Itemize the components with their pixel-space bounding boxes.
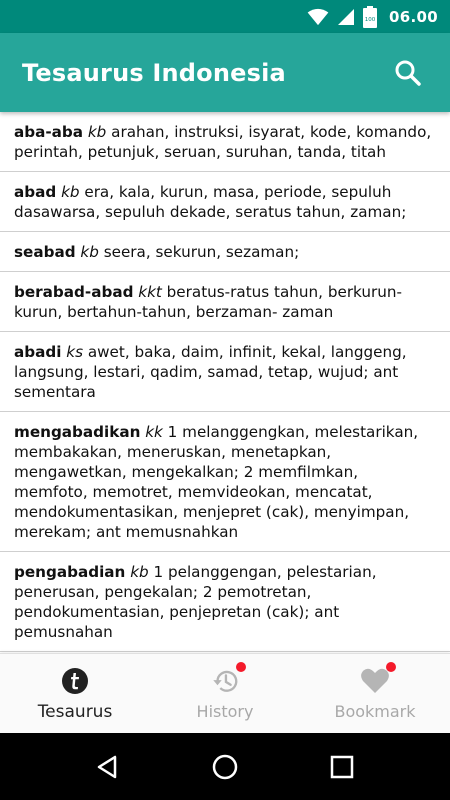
tesaurus-logo-icon	[61, 667, 89, 695]
entry-class: ks	[66, 343, 83, 361]
nav-label-history: History	[196, 702, 254, 721]
nav-tab-tesaurus[interactable]	[0, 654, 150, 733]
entry-synonyms: seera, sekurun, sezaman;	[103, 243, 300, 261]
nav-tab-bookmark[interactable]	[300, 654, 450, 733]
entry-class: kb	[87, 123, 107, 141]
search-button[interactable]	[388, 53, 428, 93]
list-item[interactable]	[0, 112, 450, 172]
system-navigation-bar	[0, 733, 450, 800]
list-item[interactable]	[0, 332, 450, 412]
entry-synonyms: 1 pelanggengan, pelestarian, penerusan, pengekalan; 2 pemotretan, pendokumentasian, penjepretan (cak); ant pemusnahan	[14, 563, 377, 641]
entry-word: aba-aba	[14, 123, 84, 141]
app-bar	[0, 33, 450, 112]
entry-synonyms: beratus-ratus tahun, berkurun-kurun, bertahun-tahun, berzaman- zaman	[14, 283, 402, 321]
nav-label-bookmark: Bookmark	[334, 702, 416, 721]
entry-synonyms: era, kala, kurun, masa, periode, sepuluh dasawarsa, sepuluh dekade, seratus tahun, zaman;	[14, 183, 407, 221]
nav-tab-history[interactable]	[150, 654, 300, 733]
entry-class: kb	[130, 563, 149, 581]
back-triangle-icon	[95, 754, 121, 780]
status-bar	[0, 0, 450, 33]
bookmark-notification-badge	[386, 662, 396, 672]
nav-label-tesaurus: Tesaurus	[37, 701, 113, 722]
bottom-navigation	[0, 653, 450, 733]
entry-list[interactable]	[0, 112, 450, 653]
history-notification-badge	[236, 662, 246, 672]
history-icon	[210, 666, 240, 696]
entry-word: berabad-abad	[14, 283, 134, 301]
entry-synonyms: arahan, instruksi, isyarat, kode, komando, perintah, petunjuk, seruan, suruhan, tanda, titah	[14, 123, 432, 161]
entry-word: pengabadian	[14, 563, 126, 581]
home-button[interactable]	[205, 747, 245, 787]
recents-button[interactable]	[322, 747, 362, 787]
home-circle-icon	[211, 753, 239, 781]
battery-icon	[363, 6, 377, 28]
list-item[interactable]	[0, 232, 450, 272]
list-item[interactable]	[0, 412, 450, 552]
entry-class: kb	[61, 183, 80, 201]
entry-class: kb	[80, 243, 99, 261]
entry-word: abad	[14, 183, 57, 201]
page-title: Tesaurus Indonesia	[22, 58, 286, 87]
list-item[interactable]	[0, 272, 450, 332]
heart-icon	[360, 667, 390, 695]
entry-word: seabad	[14, 243, 76, 261]
battery-level: 100	[364, 16, 376, 23]
back-button[interactable]	[88, 747, 128, 787]
signal-icon	[337, 8, 355, 26]
entry-synonyms: 1 melanggengkan, melestarikan, membakakan, meneruskan, menetapkan, mengawetkan, mengekalkan; 2 memfilmkan, memfoto, memotret, memvideokan, mencatat, mendokumentasikan, menjepret (cak), menyimpan, merekam; ant memusnahkan	[14, 423, 419, 541]
wifi-icon	[307, 8, 329, 26]
recents-square-icon	[329, 754, 355, 780]
entry-word: abadi	[14, 343, 62, 361]
search-icon	[394, 59, 422, 87]
entry-synonyms: awet, baka, daim, infinit, kekal, langgeng, langsung, lestari, qadim, samad, tetap, wujud; ant sementara	[14, 343, 407, 401]
list-item[interactable]	[0, 172, 450, 232]
entry-word: mengabadikan	[14, 423, 141, 441]
list-item[interactable]	[0, 552, 450, 652]
entry-class: kkt	[138, 283, 162, 301]
status-time: 06.00	[389, 7, 438, 26]
entry-class: kk	[145, 423, 163, 441]
